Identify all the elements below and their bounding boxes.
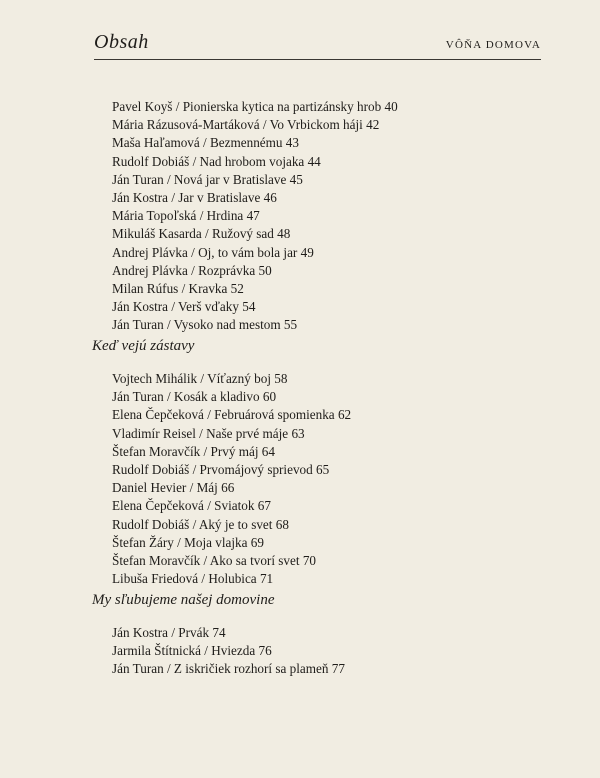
toc-entry: Elena Čepčeková / Sviatok 67 [112,498,271,514]
toc-entry: Vladimír Reisel / Naše prvé máje 63 [112,425,305,441]
toc-entry: Jarmila Štítnická / Hviezda 76 [112,643,272,659]
toc-entry: Daniel Hevier / Máj 66 [112,480,235,496]
toc-entry: Andrej Plávka / Oj, to vám bola jar 49 [112,244,314,260]
toc-entry: Ján Kostra / Jar v Bratislave 46 [112,190,277,206]
toc-entry: Štefan Žáry / Moja vlajka 69 [112,534,264,550]
toc-entry: Mária Topoľská / Hrdina 47 [112,208,260,224]
toc-entry: Maša Haľamová / Bezmennému 43 [112,135,299,151]
section-title: My sľubujeme našej domovine [92,592,275,608]
toc-entry: Elena Čepčeková / Februárová spomienka 62 [112,407,352,423]
toc-section-1 [112,98,532,335]
toc-entry: Štefan Moravčík / Ako sa tvorí svet 70 [112,553,317,569]
toc-entry: Libuša Friedová / Holubica 71 [112,571,274,587]
toc-entry: Ján Turan / Z iskričiek rozhorí sa plameň 77 [112,661,345,677]
toc-entry: Ján Turan / Vysoko nad mestom 55 [112,317,298,333]
toc-section-3 [92,590,532,679]
toc-entry: Mária Rázusová-Martáková / Vo Vrbickom háji 42 [112,117,380,133]
toc-entry: Milan Rúfus / Kravka 52 [112,281,244,297]
page-title: Obsah [94,31,149,53]
toc-entry: Vojtech Mihálik / Víťazný boj 58 [112,371,288,386]
toc-section-2 [92,336,532,588]
toc-entry: Pavel Koyš / Pionierska kytica na partizánsky hrob 40 [112,99,398,114]
toc-entry: Ján Kostra / Prvák 74 [112,625,226,640]
book-title: VÔŇA DOMOVA [445,39,541,51]
toc-entry: Rudolf Dobiáš / Aký je to svet 68 [112,516,289,532]
section-title: Keď vejú zástavy [92,338,195,354]
toc-entry: Mikuláš Kasarda / Ružový sad 48 [112,226,291,242]
toc-entry: Ján Kostra / Verš vďaky 54 [112,299,256,315]
running-head [94,32,541,60]
toc-entry: Rudolf Dobiáš / Nad hrobom vojaka 44 [112,153,321,169]
toc-entry: Štefan Moravčík / Prvý máj 64 [112,443,275,459]
toc-entry: Ján Turan / Kosák a kladivo 60 [112,389,277,405]
toc-entry: Rudolf Dobiáš / Prvomájový sprievod 65 [112,462,330,478]
toc-entry: Ján Turan / Nová jar v Bratislave 45 [112,171,303,187]
toc-entry: Andrej Plávka / Rozprávka 50 [112,262,272,278]
header-rule [94,59,541,60]
